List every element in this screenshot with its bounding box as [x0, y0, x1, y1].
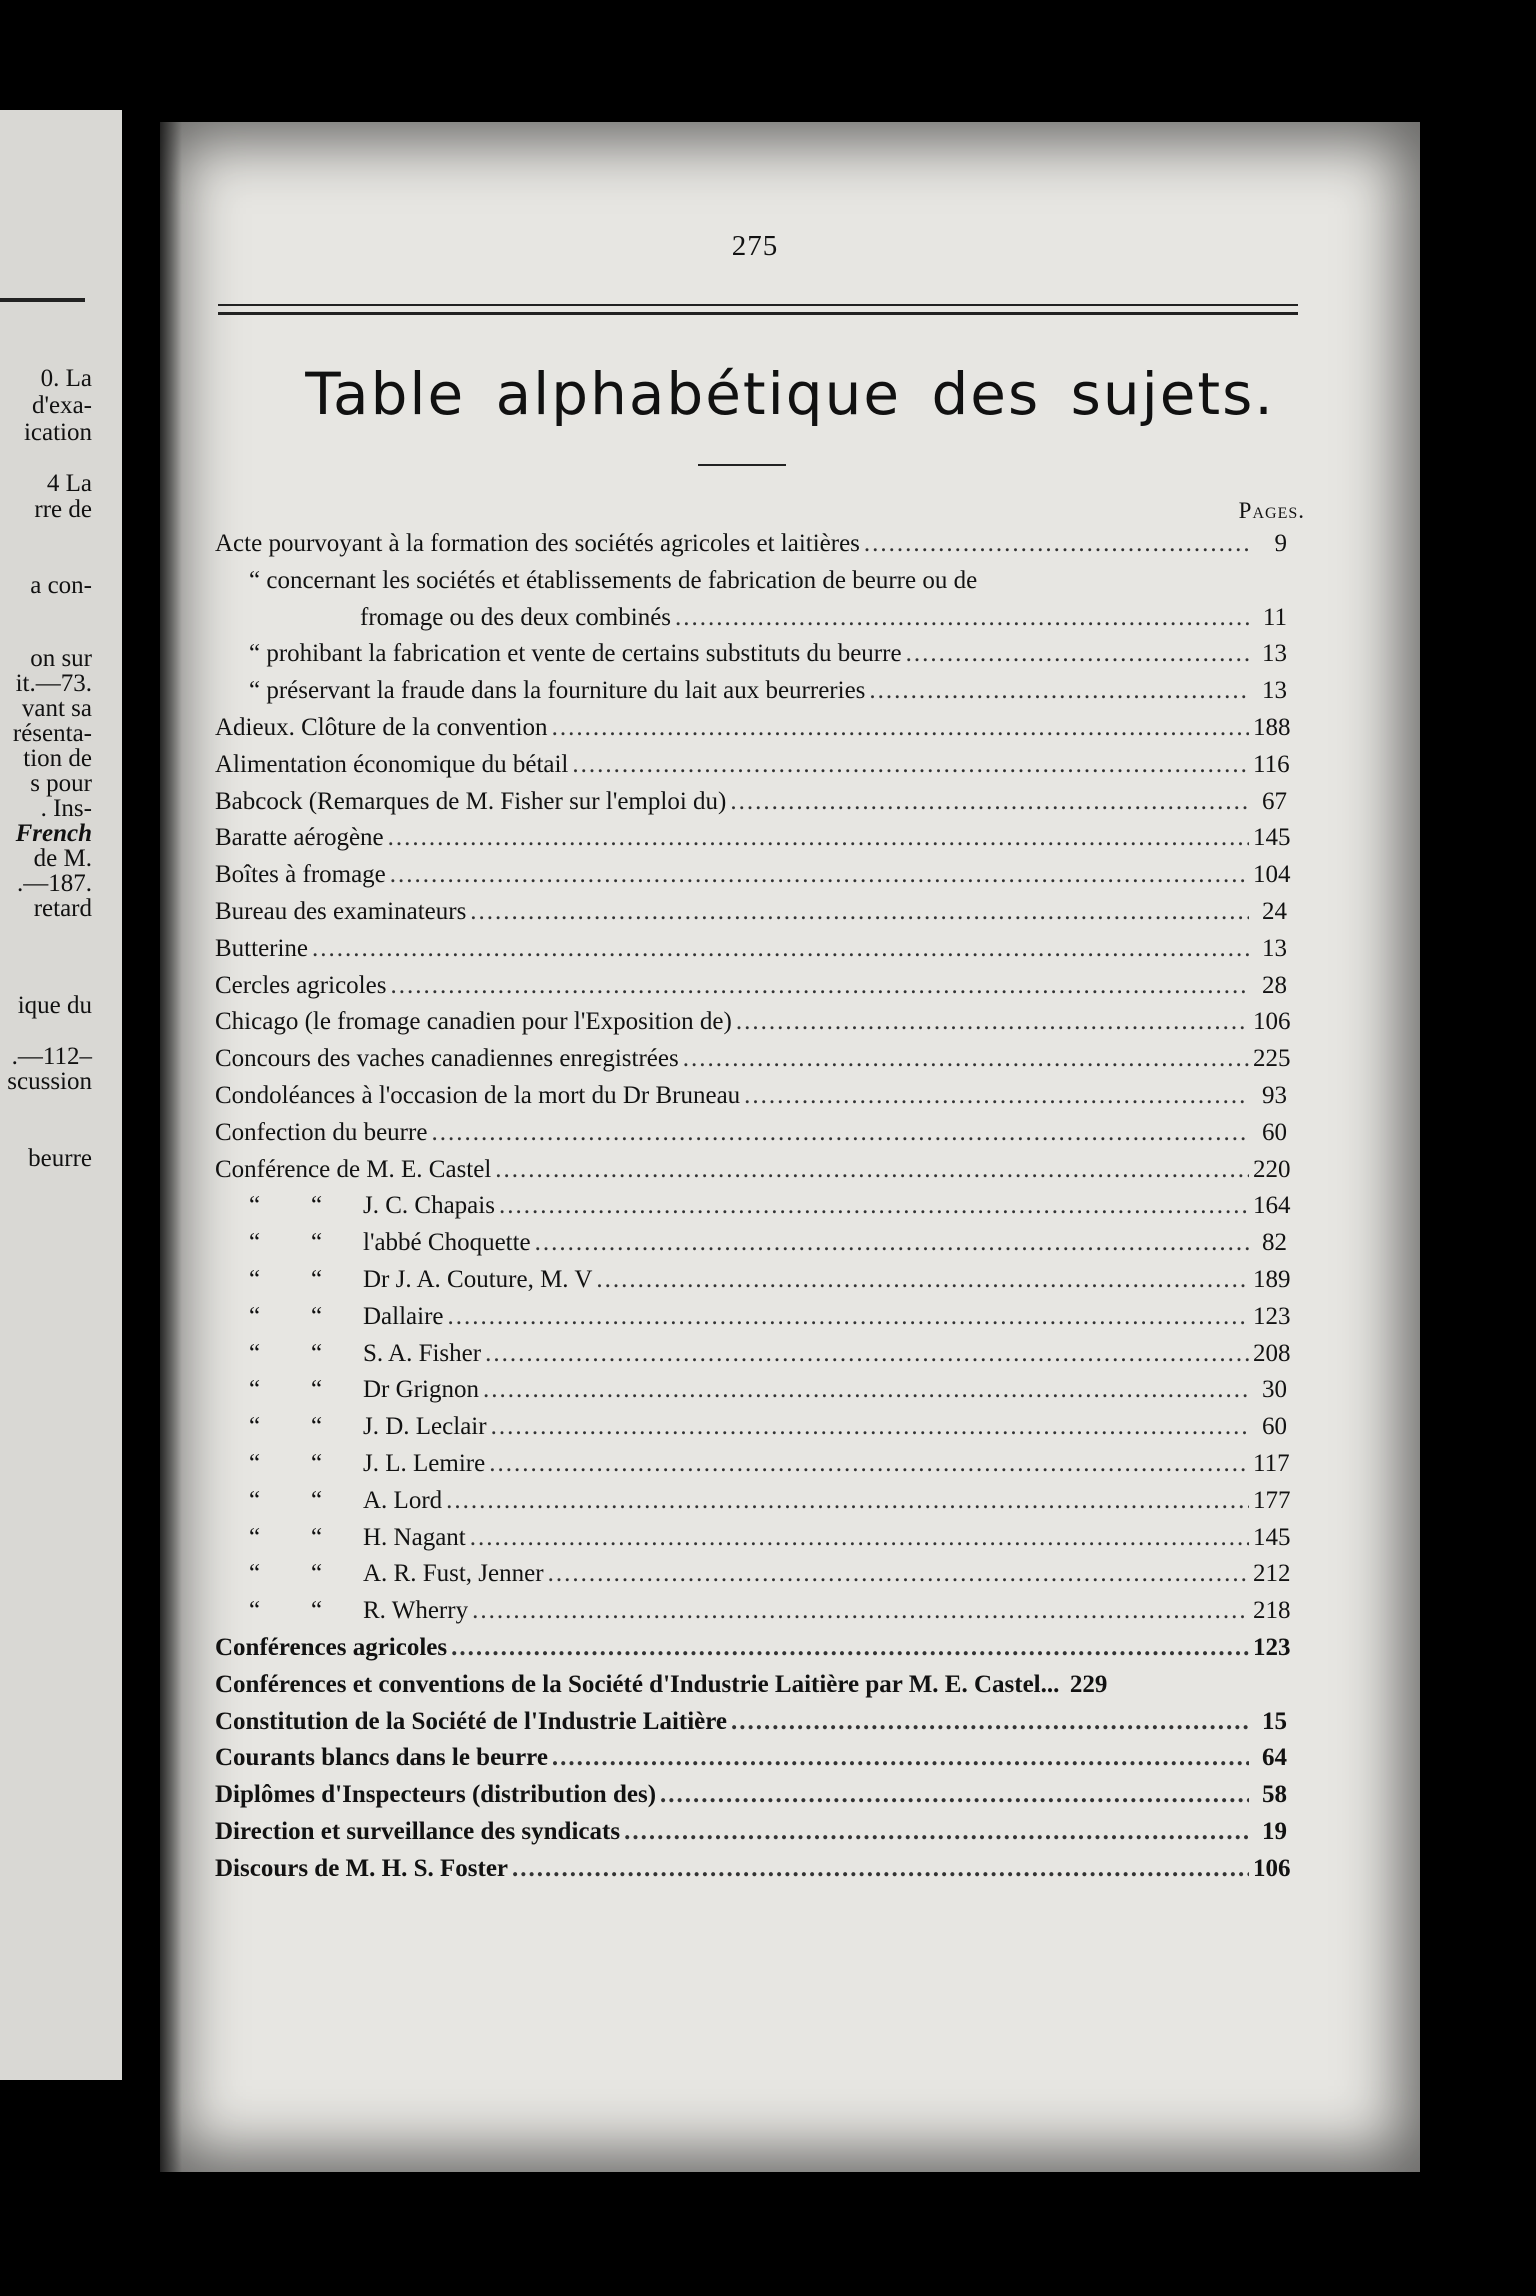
speaker-name: Dallaire — [363, 1302, 444, 1330]
ditto-mark: “ — [311, 1486, 323, 1514]
ditto-mark: “ — [311, 1449, 323, 1477]
entry-page: 123 — [1253, 1302, 1291, 1330]
index-entry — [215, 788, 1287, 825]
adjacent-page-fragment: retard — [33, 895, 92, 922]
entry-page: 218 — [1253, 1597, 1291, 1625]
ditto-mark: “ — [249, 1265, 261, 1293]
entry-label: Discours de M. H. S. Foster — [215, 1854, 509, 1882]
ditto-mark: “ — [311, 1560, 323, 1588]
entry-label: Conférences et conventions de la Société d'Industrie Laitière par M. E. Castel... — [215, 1670, 1060, 1698]
entry-label: Constitution de la Société de l'Industrie Laitière — [215, 1707, 728, 1735]
entry-label — [249, 1560, 544, 1588]
dot-leader — [731, 1708, 1249, 1736]
entry-page: 60 — [1262, 1118, 1287, 1146]
entry-page: 177 — [1253, 1486, 1291, 1514]
index-entry — [215, 1854, 1291, 1892]
adjacent-page — [0, 110, 122, 2080]
dot-leader — [512, 1855, 1249, 1883]
index-entry — [215, 972, 1287, 1009]
entry-label: Conférences agricoles — [215, 1633, 448, 1661]
entry-label: Diplômes d'Inspecteurs (distribution des) — [215, 1781, 657, 1809]
dot-leader — [499, 1192, 1249, 1220]
dot-leader — [736, 1008, 1249, 1036]
adjacent-page-fragment: ication — [23, 419, 92, 446]
entry-label — [249, 1450, 485, 1478]
index-entry — [215, 1671, 1287, 1708]
entry-page: 164 — [1253, 1192, 1291, 1220]
entry-label: Concours des vaches canadiennes enregistrées — [215, 1045, 679, 1073]
dot-leader — [552, 714, 1249, 742]
entry-label: fromage ou des deux combinés — [360, 603, 672, 631]
adjacent-page-fragment: rre de — [34, 496, 92, 523]
ditto-mark: “ — [311, 1597, 323, 1625]
dot-leader — [390, 861, 1249, 889]
index-entry — [215, 1744, 1287, 1781]
entry-label — [249, 1487, 442, 1515]
entry-page: 188 — [1253, 713, 1291, 741]
entry-page: 64 — [1262, 1744, 1287, 1772]
entry-label: Adieux. Clôture de la convention — [215, 713, 548, 741]
entry-label — [249, 1340, 481, 1368]
ditto-mark: “ — [249, 1302, 261, 1330]
ditto-mark: “ — [249, 1376, 261, 1404]
index-subentry — [215, 1302, 1291, 1340]
entry-label: Condoléances à l'occasion de la mort du Dr Bruneau — [215, 1081, 741, 1109]
binding-shadow — [160, 122, 182, 2172]
index-subentry — [215, 1192, 1291, 1229]
ditto-mark: “ — [249, 1413, 261, 1441]
speaker-name: J. C. Chapais — [363, 1192, 495, 1220]
entry-page: 225 — [1253, 1045, 1291, 1073]
index-subentry — [215, 1229, 1287, 1266]
page-number: 275 — [731, 230, 779, 262]
index-entry — [215, 935, 1287, 972]
index-subentry — [215, 1560, 1291, 1597]
dot-leader — [730, 788, 1249, 816]
entry-label: Confection du beurre — [215, 1118, 428, 1146]
entry-label — [249, 1597, 468, 1625]
ditto-mark: “ — [249, 1192, 261, 1220]
adjacent-page-fragment: French — [15, 820, 92, 847]
speaker-name: A. Lord — [363, 1486, 443, 1514]
entry-page: 208 — [1253, 1339, 1291, 1367]
entry-label: Conférence de M. E. Castel — [215, 1155, 492, 1183]
adjacent-page-fragment: .—112– — [11, 1043, 92, 1070]
dot-leader — [489, 1450, 1249, 1478]
entry-page: 13 — [1262, 934, 1287, 962]
entry-page: 117 — [1253, 1449, 1290, 1477]
index-subentry — [215, 1449, 1290, 1487]
index-page — [160, 122, 1420, 2172]
ditto-mark: “ — [311, 1192, 323, 1220]
entry-page: 28 — [1262, 971, 1287, 999]
ditto-mark: “ — [311, 1376, 323, 1404]
adjacent-page-fragment: de M. — [33, 845, 92, 872]
ditto-mark: “ — [311, 1229, 323, 1257]
entry-page: 19 — [1262, 1817, 1287, 1845]
adjacent-page-fragment: beurre — [28, 1145, 92, 1172]
adjacent-page-fragment: a con- — [30, 572, 92, 599]
entry-page: 123 — [1253, 1633, 1291, 1661]
speaker-name: S. A. Fisher — [363, 1339, 482, 1367]
ditto-mark: “ — [249, 1597, 261, 1625]
dot-leader — [495, 1156, 1249, 1184]
entry-page: 13 — [1262, 640, 1287, 668]
entry-page: 220 — [1253, 1155, 1291, 1183]
index-entry — [215, 530, 1287, 567]
index-subentry — [215, 1523, 1291, 1561]
entry-page: 145 — [1253, 824, 1291, 852]
index-subentry — [215, 1376, 1287, 1413]
index-subentry — [215, 1265, 1291, 1303]
dot-leader — [448, 1303, 1249, 1331]
entry-page: 189 — [1253, 1265, 1291, 1293]
entry-page: 30 — [1262, 1376, 1287, 1404]
index-entry — [215, 861, 1291, 898]
entry-page: 145 — [1253, 1523, 1291, 1551]
adjacent-page-fragment: vant sa — [21, 695, 92, 722]
dot-leader — [683, 1045, 1249, 1073]
index-entry — [215, 824, 1291, 861]
ditto-mark: “ — [311, 1265, 323, 1293]
dot-leader — [470, 898, 1249, 926]
entry-label: Chicago (le fromage canadien pour l'Exposition de) — [215, 1008, 732, 1036]
dot-leader — [431, 1119, 1249, 1147]
entry-page: 229 — [1069, 1670, 1108, 1698]
entry-page: 212 — [1253, 1560, 1291, 1588]
adjacent-page-fragment: s pour — [30, 770, 92, 797]
entry-label: Bureau des examinateurs — [215, 897, 467, 925]
speaker-name: Dr J. A. Couture, M. V — [363, 1265, 593, 1293]
entry-page: 82 — [1262, 1229, 1287, 1257]
entry-page: 9 — [1274, 530, 1287, 557]
entry-label — [249, 1376, 479, 1404]
ditto-mark: “ — [249, 1560, 261, 1588]
adjacent-page-fragment: scussion — [7, 1068, 92, 1095]
adjacent-page-fragment: 0. La — [40, 365, 92, 392]
entry-page: 60 — [1262, 1413, 1287, 1441]
index-entry — [215, 1045, 1291, 1082]
subject-index — [215, 530, 1291, 1891]
dot-leader — [535, 1229, 1249, 1257]
speaker-name: R. Wherry — [363, 1597, 469, 1625]
entry-label — [249, 1229, 531, 1257]
dot-leader — [451, 1634, 1249, 1662]
speaker-name: J. D. Leclair — [363, 1413, 487, 1441]
dot-leader — [388, 824, 1249, 852]
entry-label: Direction et surveillance des syndicats — [215, 1817, 621, 1845]
entry-page: 106 — [1253, 1008, 1291, 1036]
adjacent-page-fragment: d'exa- — [31, 392, 92, 419]
index-entry — [215, 1708, 1287, 1745]
entry-label — [249, 1266, 592, 1294]
dot-leader — [864, 530, 1249, 558]
entry-page: 11 — [1262, 603, 1287, 631]
entry-page: 106 — [1253, 1854, 1291, 1882]
ditto-mark: “ — [249, 1449, 261, 1477]
dot-leader — [744, 1082, 1249, 1110]
entry-label: Babcock (Remarques de M. Fisher sur l'emploi du) — [215, 787, 727, 815]
entry-label: “ prohibant la fabrication et vente de certains substituts du beurre — [249, 640, 902, 668]
dot-leader — [548, 1560, 1249, 1588]
ditto-mark: “ — [311, 1413, 323, 1441]
dot-leader — [472, 1597, 1249, 1625]
index-subentry — [215, 1597, 1291, 1634]
adjacent-page-fragment: . Ins- — [40, 795, 92, 822]
dot-leader — [485, 1340, 1249, 1368]
adjacent-page-fragment: it.—73. — [15, 670, 92, 697]
ditto-mark: “ — [311, 1302, 323, 1330]
index-entry — [215, 898, 1287, 935]
entry-page: 116 — [1253, 750, 1290, 778]
entry-label — [249, 1413, 487, 1441]
entry-label: Boîtes à fromage — [215, 861, 386, 889]
index-entry — [215, 1119, 1287, 1156]
dot-leader — [446, 1487, 1249, 1515]
adjacent-page-fragment: ique du — [17, 992, 92, 1019]
speaker-name: Dr Grignon — [363, 1376, 479, 1404]
dot-leader — [869, 677, 1249, 705]
adjacent-page-fragment: .—187. — [17, 870, 92, 897]
speaker-name: A. R. Fust, Jenner — [363, 1560, 544, 1588]
entry-label: Baratte aérogène — [215, 824, 384, 852]
dot-leader — [483, 1376, 1249, 1404]
entry-label: Courants blancs dans le beurre — [215, 1744, 548, 1772]
entry-label: “ concernant les sociétés et établissements de fabrication de beurre ou de — [249, 566, 978, 594]
page-title: Table alphabétique des sujets. — [305, 360, 1275, 428]
dot-leader — [660, 1781, 1249, 1809]
entry-page: 15 — [1262, 1707, 1287, 1735]
adjacent-page-fragment: résenta- — [12, 720, 92, 747]
speaker-name: H. Nagant — [363, 1523, 466, 1551]
index-subentry — [215, 1413, 1287, 1450]
ditto-mark: “ — [311, 1523, 323, 1551]
index-entry — [215, 604, 1287, 641]
entry-label: Acte pourvoyant à la formation des sociétés agricoles et laitières — [215, 530, 860, 557]
ditto-mark: “ — [249, 1486, 261, 1514]
adjacent-page-fragment: 4 La — [46, 470, 92, 497]
index-entry — [215, 1155, 1291, 1193]
ditto-mark: “ — [311, 1339, 323, 1367]
dot-leader — [390, 972, 1249, 1000]
index-entry — [215, 640, 1287, 677]
entry-page: 13 — [1262, 677, 1287, 705]
dot-leader — [596, 1266, 1249, 1294]
index-entry — [215, 1082, 1287, 1119]
title-rule — [698, 464, 786, 466]
entry-page: 24 — [1262, 897, 1287, 925]
adjacent-page-rule — [0, 298, 85, 302]
adjacent-page-fragment: tion de — [23, 745, 92, 772]
entry-label — [249, 1524, 466, 1552]
entry-page: 58 — [1262, 1781, 1287, 1809]
entry-label: Cercles agricoles — [215, 971, 387, 999]
header-double-rule — [218, 304, 1298, 315]
ditto-mark: “ — [249, 1339, 261, 1367]
index-subentry — [215, 1339, 1291, 1377]
entry-label — [249, 1192, 495, 1220]
pages-column-label: Pages. — [1238, 498, 1305, 523]
index-entry — [215, 1781, 1287, 1818]
entry-page: 104 — [1253, 861, 1291, 889]
ditto-mark: “ — [249, 1229, 261, 1257]
speaker-name: J. L. Lemire — [363, 1449, 486, 1477]
index-entry — [215, 713, 1291, 751]
index-entry — [215, 677, 1287, 714]
dot-leader — [312, 935, 1249, 963]
entry-label: Butterine — [215, 934, 309, 962]
entry-page: 67 — [1262, 787, 1287, 815]
dot-leader — [572, 751, 1249, 779]
dot-leader — [906, 640, 1249, 668]
entry-page: 93 — [1262, 1081, 1287, 1109]
adjacent-page-fragment: on sur — [30, 645, 92, 672]
index-entry — [215, 567, 1287, 604]
speaker-name: l'abbé Choquette — [363, 1229, 531, 1257]
ditto-mark: “ — [249, 1523, 261, 1551]
index-entry — [215, 750, 1290, 788]
index-entry — [215, 1633, 1291, 1671]
index-entry — [215, 1008, 1291, 1045]
index-entry — [215, 1818, 1287, 1855]
dot-leader — [624, 1818, 1249, 1846]
index-subentry — [215, 1486, 1291, 1524]
dot-leader — [470, 1524, 1249, 1552]
entry-label: Alimentation économique du bétail — [215, 750, 569, 778]
entry-label: “ préservant la fraude dans la fourniture du lait aux beurreries — [249, 677, 866, 705]
entry-label — [249, 1303, 444, 1331]
dot-leader — [491, 1413, 1249, 1441]
dot-leader — [675, 604, 1249, 632]
dot-leader — [552, 1744, 1249, 1772]
